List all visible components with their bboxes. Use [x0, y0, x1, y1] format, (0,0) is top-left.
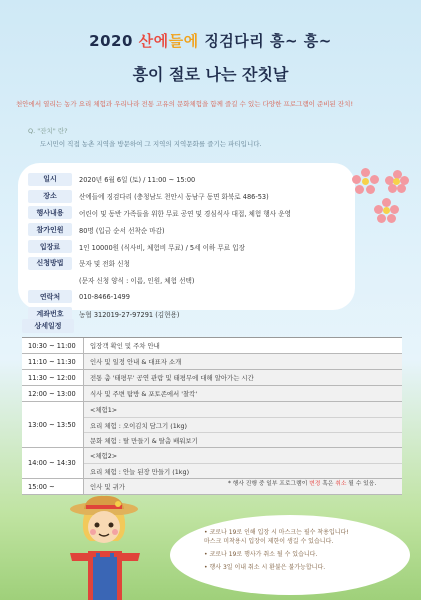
title-year: 2020 [89, 32, 139, 50]
info-value: (문자 신청 양식 : 이름, 인원, 체험 선택) [79, 277, 195, 286]
info-row-participants [28, 221, 345, 238]
info-row-place [28, 188, 345, 205]
info-value: 문자 및 전화 신청 [79, 260, 130, 269]
info-row-account [28, 305, 345, 322]
schedule-activity: <체험2> [84, 448, 402, 463]
event-info-card [18, 163, 355, 319]
flower-icon [385, 170, 409, 194]
info-label: 장소 [28, 190, 72, 203]
info-row-content [28, 205, 345, 222]
scarecrow-illustration [60, 495, 150, 600]
info-value: 80명 (입금 순서 선착순 마감) [79, 226, 165, 235]
schedule-time: 11:10 ~ 11:30 [22, 354, 84, 369]
schedule-activity: 식사 및 주변 탐방 & 포토존에서 '찰칵' [84, 386, 402, 401]
info-value: 2020년 6월 6일 (토) / 11:00 ~ 15:00 [79, 176, 196, 185]
info-value: 010-8466-1499 [79, 292, 130, 301]
schedule-time: 15:00 ~ [22, 479, 84, 494]
schedule-activity: 입장객 확인 및 주차 안내 [84, 338, 402, 353]
schedule-time: 11:30 ~ 12:00 [22, 370, 84, 385]
notice-line: 마스크 미착용시 입장이 제한이 생길 수 있습니다. [204, 538, 334, 546]
notice-speech-bubble [170, 515, 410, 595]
info-label: 계좌번호 [28, 307, 72, 320]
title-deul: 들에 [168, 32, 199, 50]
info-label-empty [28, 274, 72, 287]
schedule-title: 상세일정 [22, 319, 74, 333]
schedule-row [22, 402, 402, 448]
schedule-activity: 인사 및 귀가 [84, 479, 402, 494]
schedule-row [22, 338, 402, 354]
info-label: 일시 [28, 173, 72, 186]
info-row-apply [28, 255, 345, 272]
schedule-time: 10:30 ~ 11:00 [22, 338, 84, 353]
intro-text: 천안에서 열리는 농가 요리 체험과 우리나라 전통 고유의 문화체험을 함께 즐길 수 있는 다양한 프로그램이 준비된 잔치! [16, 100, 354, 108]
info-row-fee [28, 238, 345, 255]
schedule-row [22, 448, 402, 479]
schedule-time: 14:00 ~ 14:30 [22, 448, 84, 478]
footnote-text: 될 수 있음. [346, 481, 377, 487]
notice-line: • 행사 3일 이내 취소 시 환불은 불가능합니다. [204, 564, 326, 572]
footnote-highlight: 취소 [335, 481, 347, 487]
footnote-text: 혹은 [320, 481, 336, 487]
info-value: 산에들에 징검다리 (충청남도 천안시 동남구 동면 화북로 486-53) [79, 193, 269, 202]
title-san: 산에 [138, 32, 169, 50]
schedule-table [22, 337, 402, 495]
flower-icon [374, 198, 400, 224]
flower-icon [352, 168, 380, 196]
notice-line: • 코로나 19로 인해 입장 시 마스크는 필수 착용입니다! [204, 529, 349, 536]
schedule-row [22, 386, 402, 402]
footnote-highlight: 변경 [309, 481, 321, 487]
schedule-activity: 요리 체험 : 오이김치 담그기 (1kg) [84, 417, 402, 432]
info-label: 행사내용 [28, 206, 72, 219]
schedule-activity: <체험1> [84, 402, 402, 417]
info-row-contact [28, 289, 345, 306]
info-value: 어린이 및 동반 가족들을 위한 무료 공연 및 경심식사 대접, 체험 행사 운영 [79, 209, 291, 218]
schedule-row [22, 370, 402, 386]
schedule-activity: 인사 및 일정 안내 & 대표자 소개 [84, 354, 402, 369]
schedule-activity: 문화 체험 : 탈 만들기 & 탈춤 배워보기 [84, 432, 402, 447]
info-value: 1인 10000원 (식사비, 체험비 무료) / 5세 이하 무료 입장 [79, 243, 245, 252]
question-text: Q. "잔치" 란? [28, 127, 68, 135]
info-label: 입장료 [28, 240, 72, 253]
footnote [228, 478, 376, 487]
notice-line: • 코로나 19로 행사가 취소 될 수 있습니다. [204, 551, 318, 559]
answer-text: 도시민이 직접 농촌 지역을 방문하여 그 지역의 지역문화를 즐기는 파티입니다. [40, 140, 262, 148]
footnote-text: * 행사 진행 중 일부 프로그램이 [228, 481, 310, 487]
info-label: 참가인원 [28, 223, 72, 236]
schedule-activity: 요리 체험 : 안늘 된장 만들기 (1kg) [84, 463, 402, 478]
info-label: 신청방법 [28, 257, 72, 270]
info-label: 연락처 [28, 290, 72, 303]
schedule-time: 12:00 ~ 13:00 [22, 386, 84, 401]
schedule-activity: 전통 춤 '태평무' 공연 관람 및 태평무에 대해 알아가는 시간 [84, 370, 402, 385]
poster-title [0, 30, 421, 51]
title-rest: 징검다리 흥~ 흥~ [198, 32, 332, 50]
schedule-row [22, 354, 402, 370]
bubble-tail [174, 551, 192, 567]
info-row-apply-format [28, 272, 345, 289]
info-value: 농협 312019-27-97291 (김현용) [79, 310, 180, 319]
poster-subtitle: 흥이 절로 나는 잔칫날 [132, 65, 289, 84]
schedule-time: 13:00 ~ 13:50 [22, 402, 84, 447]
info-row-date [28, 171, 345, 188]
